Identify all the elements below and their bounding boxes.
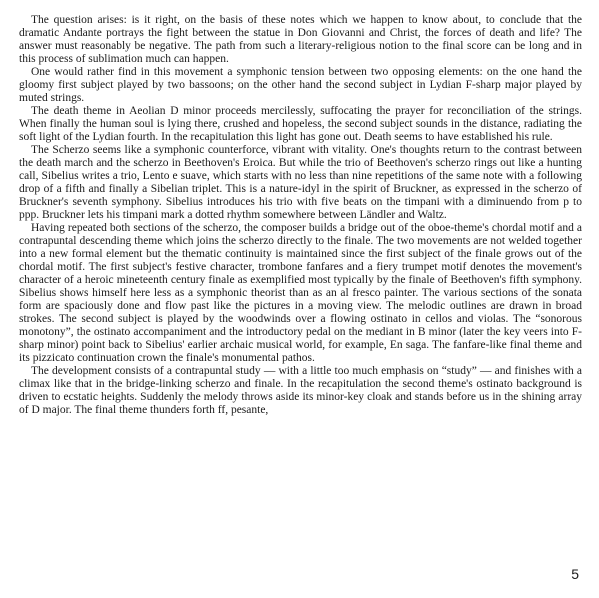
paragraph: The development consists of a contrapuntal study — with a little too much emphasis on “study” — and finishes with a climax like that in the bridge-linking scherzo and finale. In the recapitulation the second theme's ostinato background is driven to ecstatic heights. Suddenly the melody throws aside its minor-key cloak and stands before us in the shining array of D major. The final theme thunders forth ff, pesante, [19,365,582,416]
document-body [19,14,582,417]
page-number: 5 [571,566,579,582]
paragraph: Having repeated both sections of the scherzo, the composer builds a bridge out of the oboe-theme's chordal motif and a contrapuntal descending theme which joins the scherzo directly to the finale. The two movements are not welded together into a new formal element but the thematic continuity is maintained since the first subject of the finale grows out of the chordal motif. The first subject's festive character, trombone fanfares and a fiery trumpet motif denotes the movement's character of a heroic mineteenth century finale as exemplified most typically by the finale of Beethoven's fifth symphony. Sibelius shows himself here less as a symphonic theorist than as an al fresco painter. The various sections of the sonata form are spaciously done and flow past like the pictures in a moving view. The melodic outlines are drawn in broad strokes. The second subject is played by the woodwinds over a flowing ostinato in cellos and violas. The “sonorous monotony”, the ostinato accompaniment and the introductory pedal on the mediant in B minor (later the key veers into F-sharp minor) point back to Sibelius' earlier archaic musical world, for example, En saga. The fanfare-like final theme and its pizzicato continuation crown the finale's monumental pathos. [19,222,582,364]
paragraph: The Scherzo seems like a symphonic counterforce, vibrant with vitality. One's thoughts return to the contrast between the death march and the scherzo in Beethoven's Eroica. But while the trio of Beethoven's scherzo rings out like a hunting call, Sibelius writes a trio, Lento e suave, which starts with no less than nine repetitions of the same note with a following drop of a fifth and finally a Sibelian triplet. This is a nature-idyl in the spirit of Bruckner, as expressed in the scherzo of Bruckner's seventh symphony. Sibelius introduces his trio with five beats on the timpani with a diminuendo from p to ppp. Bruckner lets his timpani mark a dotted rhythm somewhere between Ländler and Waltz. [19,144,582,221]
paragraph: The death theme in Aeolian D minor proceeds mercilessly, suffocating the prayer for reconciliation of the strings. When finally the human soul is lying there, crushed and hopeless, the second subject sounds in the distance, radiating the soft light of the Lydian fourth. In the recapitulation this light has gone out. Death seems to have established his rule. [19,105,582,143]
paragraph: The question arises: is it right, on the basis of these notes which we happen to know about, to conclude that the dramatic Andante portrays the fight between the statue in Don Giovanni and Christ, the forces of death and life? The answer must reasonably be negative. The path from such a literary-religious notion to the final score can be long and in this process of sublimation much can happen. [19,14,582,65]
paragraph: One would rather find in this movement a symphonic tension between two opposing elements: on the one hand the gloomy first subject played by two bassoons; on the other hand the second subject in Lydian F-sharp major played by muted strings. [19,66,582,104]
